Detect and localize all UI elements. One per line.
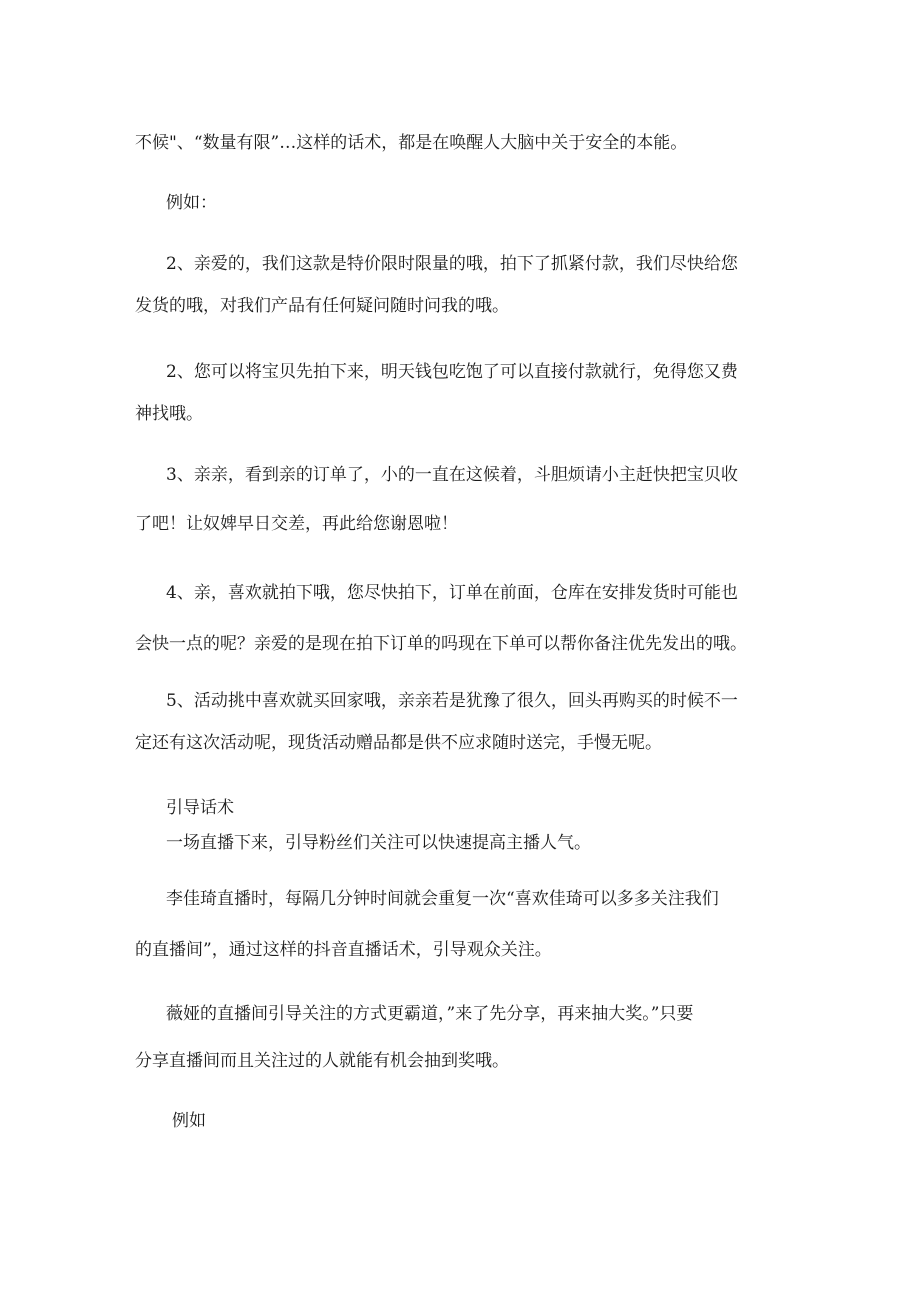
- text-line: 4、亲，喜欢就拍下哦，您尽快拍下，订单在前面，仓库在安排发货时可能也: [166, 583, 738, 603]
- text-line: 发货的哦，对我们产品有任何疑问随时问我的哦。: [135, 296, 509, 316]
- text-line: 不候"、“数量有限”…这样的话术，都是在唤醒人大脑中关于安全的本能。: [135, 133, 688, 153]
- text-line: 定还有这次活动呢，现货活动赠品都是供不应求随时送完，手慢无呢。: [135, 733, 662, 753]
- text-line: 分享直播间而且关注过的人就能有机会抽到奖哦。: [135, 1051, 509, 1071]
- text-line: 的直播间”，通过这样的抖音直播话术，引导观众关注。: [135, 940, 552, 960]
- text-line: 神找哦。: [135, 404, 203, 424]
- text-line: 了吧！让奴婢早日交差，再此给您谢恩啦！: [135, 514, 458, 534]
- text-line: 会快一点的呢？亲爱的是现在拍下订单的吗现在下单可以帮你备注优先发出的哦。: [135, 634, 747, 654]
- section-heading: 引导话术: [166, 798, 234, 818]
- text-line: 2、亲爱的，我们这款是特价限时限量的哦，拍下了抓紧付款，我们尽快给您: [166, 254, 738, 274]
- text-line: 2、您可以将宝贝先拍下来，明天钱包吃饱了可以直接付款就行，免得您又费: [166, 362, 738, 382]
- text-line: 例如：: [166, 193, 217, 213]
- text-line: 李佳琦直播时，每隔几分钟时间就会重复一次“喜欢佳琦可以多多关注我们: [166, 889, 719, 909]
- text-line: 一场直播下来，引导粉丝们关注可以快速提高主播人气。: [166, 833, 591, 853]
- text-line: 3、亲亲，看到亲的订单了，小的一直在这候着，斗胆烦请小主赶快把宝贝收: [166, 465, 738, 485]
- text-line: 5、活动挑中喜欢就买回家哦，亲亲若是犹豫了很久，回头再购买的时候不一: [166, 691, 738, 711]
- text-line: 薇娅的直播间引导关注的方式更霸道，”来了先分享，再来抽大奖。”只要: [166, 1004, 694, 1024]
- text-line: 例如: [172, 1111, 206, 1131]
